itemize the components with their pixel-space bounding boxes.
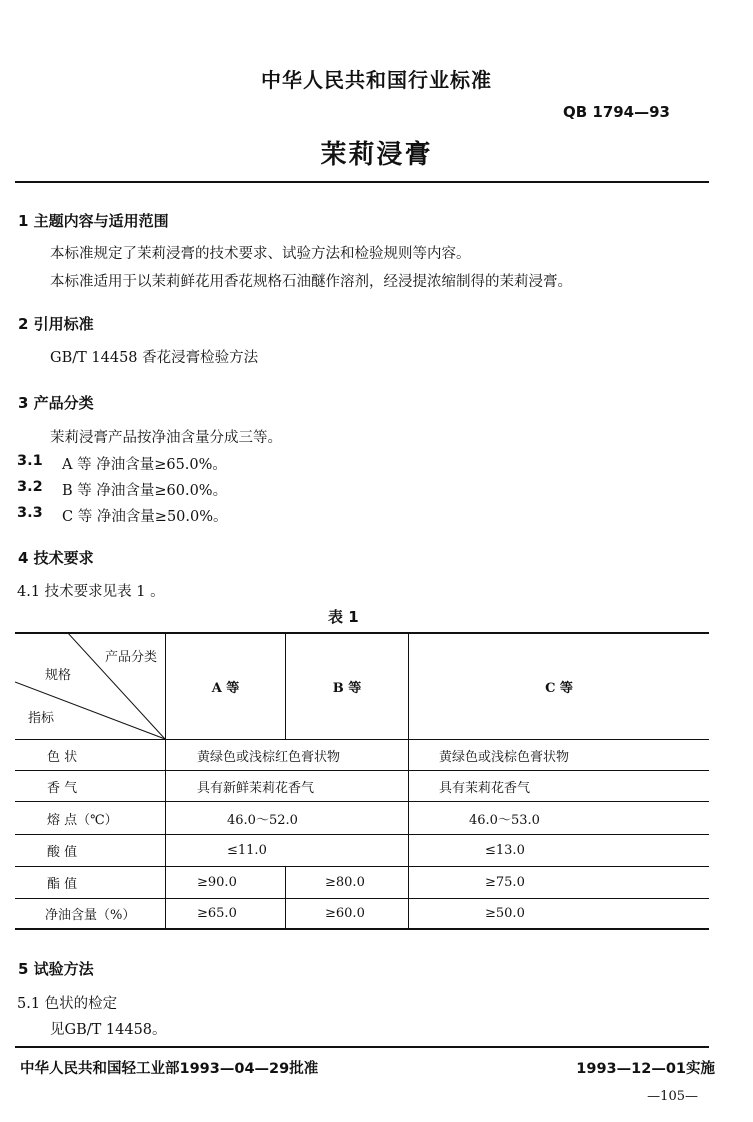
spec-table <box>15 632 709 930</box>
section-3-heading: 3 产品分类 <box>18 394 94 412</box>
table-col-rule <box>285 866 286 930</box>
approval-note: 中华人民共和国轻工业部1993—04—29批准 <box>20 1061 319 1077</box>
cell-value-c: 具有茉莉花香气 <box>439 780 531 796</box>
section-1-paragraph-2: 本标准适用于以茉莉鲜花用香花规格石油醚作溶剂，经浸提浓缩制得的茉莉浸膏。 <box>50 274 572 290</box>
column-header-c: C 等 <box>545 681 573 696</box>
column-header-a: A 等 <box>211 681 240 696</box>
cell-value-ab: 黄绿色或浅棕红色膏状物 <box>197 749 341 765</box>
row-label: 酯 值 <box>47 877 78 892</box>
column-header-b: B 等 <box>332 681 362 696</box>
table-row-rule <box>15 834 709 835</box>
row-label: 香 气 <box>47 780 78 796</box>
section-3-item-number: 3.2 <box>17 479 43 495</box>
page-number: —105— <box>647 1089 698 1104</box>
diag-label-indicator: 指标 <box>28 711 55 726</box>
cell-value-c: ≥50.0 <box>485 906 525 921</box>
section-4-heading: 4 技术要求 <box>18 549 94 567</box>
effective-date: 1993—12—01实施 <box>576 1061 715 1077</box>
header-rule <box>15 181 709 183</box>
section-3-item-text: C 等 净油含量≥50.0%。 <box>62 509 228 525</box>
row-label: 熔 点（℃） <box>47 812 118 828</box>
cell-value-b: ≥60.0 <box>325 906 365 921</box>
cell-value-c: ≤13.0 <box>485 843 525 858</box>
cell-value-c: ≥75.0 <box>485 875 525 890</box>
section-3-item-text: A 等 净油含量≥65.0%。 <box>62 457 227 473</box>
section-1-heading: 1 主题内容与适用范围 <box>18 212 169 230</box>
table-row-rule <box>15 770 709 771</box>
cell-value-a: ≥90.0 <box>197 875 237 890</box>
section-3-item-number: 3.3 <box>17 505 43 521</box>
document-title: 茉莉浸膏 <box>320 140 433 170</box>
org-title: 中华人民共和国行业标准 <box>261 68 492 92</box>
section-1-paragraph-1: 本标准规定了茉莉浸膏的技术要求、试验方法和检验规则等内容。 <box>50 246 471 262</box>
row-label: 酸 值 <box>47 845 78 860</box>
section-4-item-1: 4.1 技术要求见表 1 。 <box>17 584 165 600</box>
section-5-item-1: 5.1 色状的检定 <box>17 996 118 1012</box>
cell-value-b: ≥80.0 <box>325 875 365 890</box>
section-2-reference: GB/T 14458 香花浸膏检验方法 <box>50 350 259 366</box>
cell-value-ab: ≤11.0 <box>227 843 267 858</box>
diag-label-category: 产品分类 <box>105 650 158 665</box>
section-3-paragraph: 茉莉浸膏产品按净油含量分成三等。 <box>50 430 282 446</box>
footer-rule <box>15 1046 709 1048</box>
cell-value-a: ≥65.0 <box>197 906 237 921</box>
row-label: 色 状 <box>47 749 78 765</box>
table-row-rule <box>15 801 709 802</box>
section-5-heading: 5 试验方法 <box>18 960 94 978</box>
diag-label-spec: 规格 <box>45 668 72 683</box>
cell-value-ab: 具有新鲜茉莉花香气 <box>197 780 315 796</box>
row-label: 净油含量（%） <box>45 908 136 923</box>
table-bottom-rule <box>15 928 709 930</box>
section-3-item-number: 3.1 <box>17 453 43 469</box>
section-2-heading: 2 引用标准 <box>18 315 94 333</box>
section-5-paragraph: 见GB/T 14458。 <box>50 1022 167 1038</box>
cell-value-c: 黄绿色或浅棕色膏状物 <box>439 749 570 765</box>
cell-value-c: 46.0～53.0 <box>469 812 540 828</box>
cell-value-ab: 46.0～52.0 <box>227 812 298 828</box>
table-caption: 表 1 <box>328 608 359 626</box>
section-3-item-text: B 等 净油含量≥60.0%。 <box>62 483 228 499</box>
standard-code: QB 1794—93 <box>562 103 670 121</box>
